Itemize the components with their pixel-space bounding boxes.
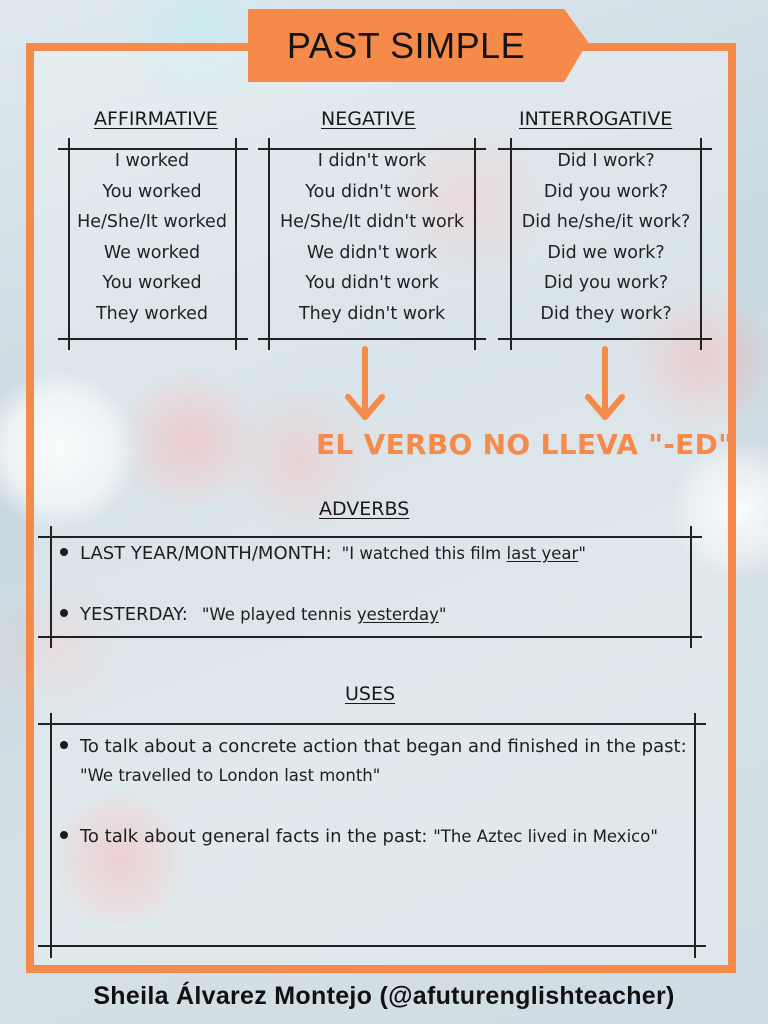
- list-item: [60, 543, 586, 564]
- table-rule: [235, 138, 237, 350]
- table-cell: They worked: [95, 303, 209, 324]
- list-item: [60, 826, 658, 847]
- table-cell: Did they work?: [540, 303, 672, 324]
- adverb-example: "We played tennis yesterday": [201, 605, 447, 624]
- use-example: "The Aztec lived in Mexico": [433, 827, 658, 846]
- box-rule: [690, 526, 692, 648]
- table-cell: Did you work?: [543, 181, 669, 202]
- table-cell: Did he/she/it work?: [521, 212, 691, 232]
- bullet-icon: [60, 831, 68, 839]
- bullet-icon: [60, 741, 68, 749]
- author-credit: Sheila Álvarez Montejo (@afuturenglishteacher): [93, 982, 675, 1010]
- box-rule: [50, 526, 52, 648]
- table-cell: Did we work?: [547, 242, 665, 263]
- affirmative-column: [70, 146, 234, 329]
- list-item: [60, 604, 447, 625]
- table-cell: Did you work?: [543, 273, 669, 293]
- box-rule: [50, 713, 52, 958]
- adverbs-heading: ADVERBS: [319, 498, 410, 520]
- box-rule: [38, 723, 706, 725]
- table-cell: You worked: [102, 181, 202, 202]
- arrow-down-icon: [580, 345, 630, 425]
- use-example: "We travelled to London last month": [80, 766, 381, 785]
- table-cell: He/She/It worked: [77, 212, 227, 232]
- page-title: PAST SIMPLE: [286, 24, 526, 66]
- box-rule: [38, 536, 702, 538]
- table-cell: You worked: [102, 273, 202, 293]
- table-cell: We didn't work: [306, 242, 438, 263]
- arrow-down-icon: [340, 345, 390, 425]
- table-cell: We worked: [103, 242, 201, 263]
- box-rule: [694, 713, 696, 958]
- table-cell: You didn't work: [305, 181, 439, 202]
- table-cell: He/She/It didn't work: [279, 212, 465, 232]
- table-rule: [700, 138, 702, 350]
- negative-column: [270, 146, 474, 329]
- list-item: [60, 736, 687, 757]
- heading-negative: NEGATIVE: [321, 108, 416, 130]
- box-rule: [38, 945, 706, 947]
- uses-heading: USES: [345, 683, 396, 705]
- table-rule: [474, 138, 476, 350]
- table-cell: I worked: [114, 151, 190, 171]
- use-text: To talk about a concrete action that began and finished in the past:: [80, 736, 687, 757]
- use-text: To talk about general facts in the past:: [80, 826, 428, 847]
- table-rule: [58, 338, 248, 340]
- table-cell: Did I work?: [557, 151, 655, 171]
- heading-interrogative: INTERROGATIVE: [519, 108, 673, 130]
- adverb-label: YESTERDAY:: [80, 604, 188, 625]
- box-rule: [38, 636, 702, 638]
- table-cell: They didn't work: [298, 303, 446, 324]
- table-cell: I didn't work: [317, 151, 427, 171]
- table-rule: [498, 338, 712, 340]
- interrogative-column: [512, 146, 700, 329]
- adverb-label: LAST YEAR/MONTH/MONTH:: [80, 543, 332, 564]
- rule-note: EL VERBO NO LLEVA "-ED": [316, 428, 734, 461]
- adverb-example: "I watched this film last year": [341, 544, 586, 563]
- heading-affirmative: AFFIRMATIVE: [94, 108, 218, 130]
- table-rule: [258, 338, 486, 340]
- bullet-icon: [60, 548, 68, 556]
- bullet-icon: [60, 609, 68, 617]
- table-cell: You didn't work: [305, 273, 439, 293]
